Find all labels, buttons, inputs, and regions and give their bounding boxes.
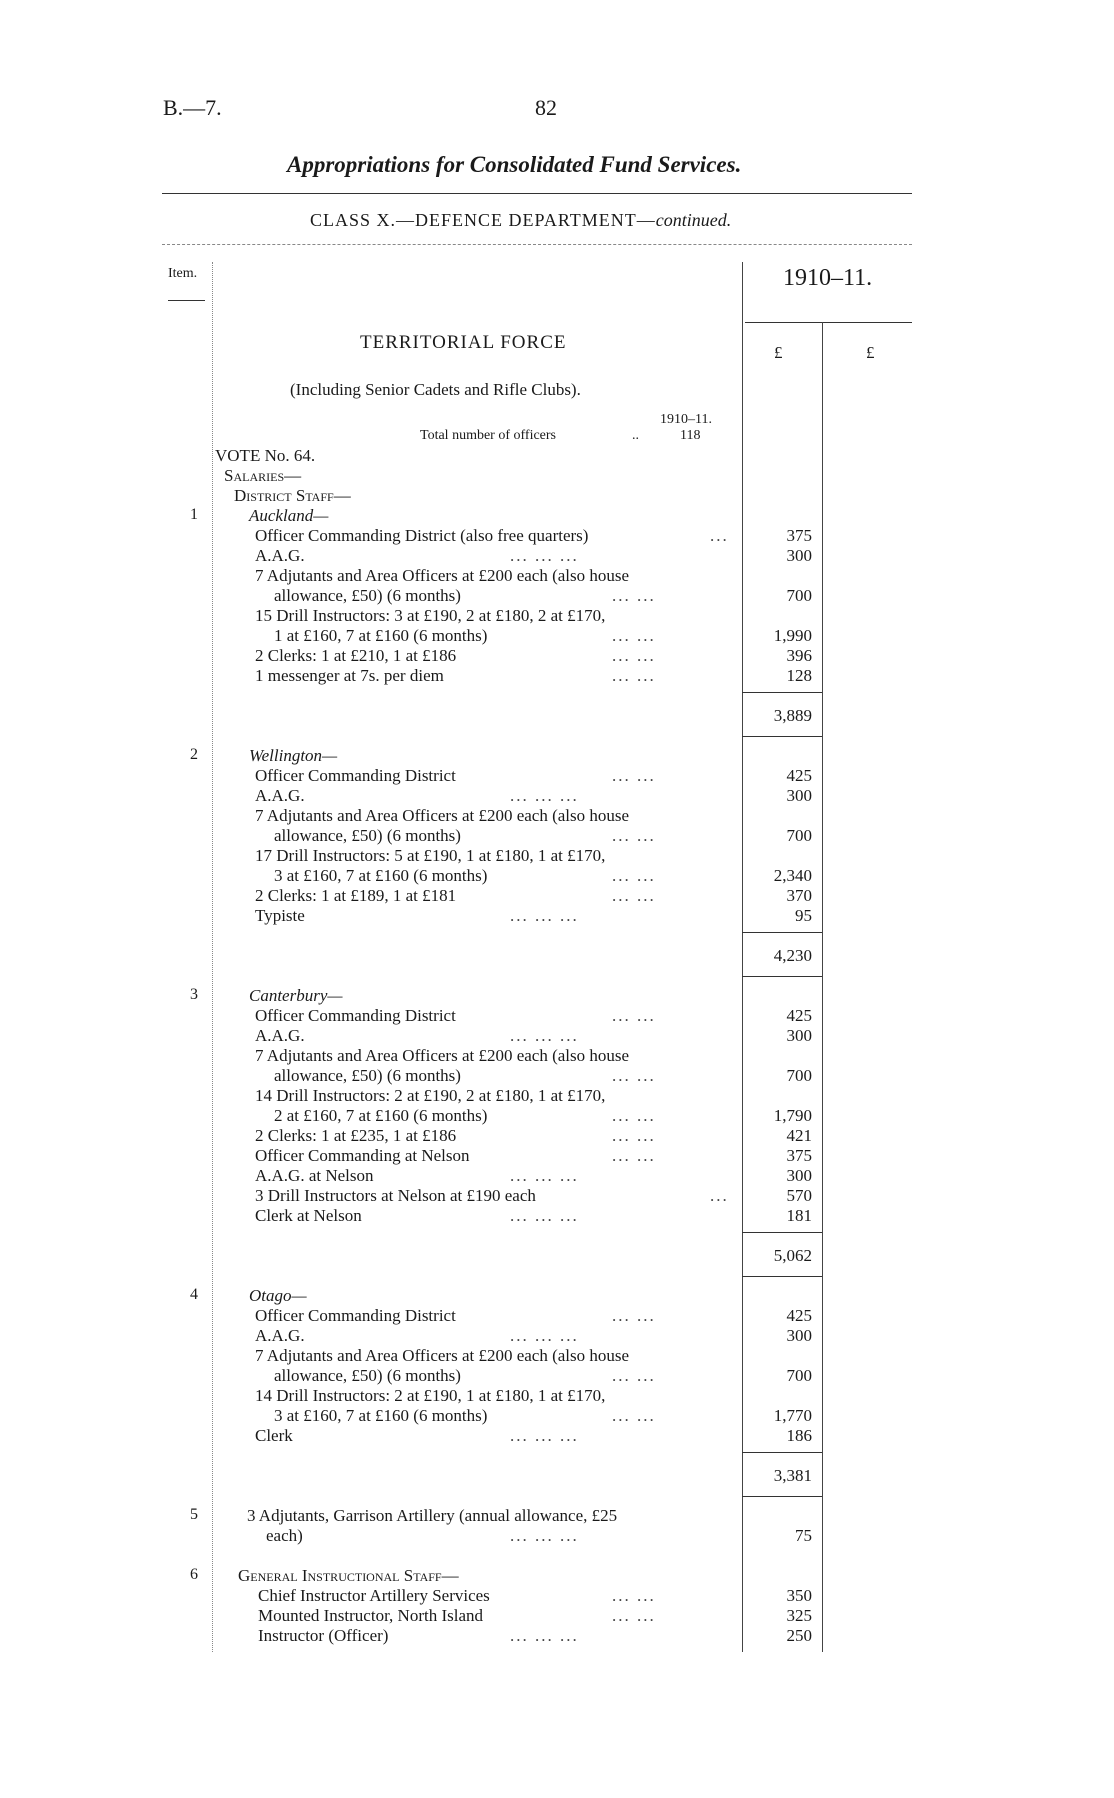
dot-leader: ... ...	[612, 666, 656, 685]
entry-text: Officer Commanding District	[255, 766, 456, 785]
section-title: TERRITORIAL FORCE	[360, 332, 567, 353]
dot-leader: ... ...	[612, 626, 656, 645]
entry-amount: 370	[786, 886, 812, 905]
entry-text: 1 at £160, 7 at £160 (6 months)	[274, 626, 488, 645]
entry-amount: 350	[786, 1586, 812, 1605]
dot-leader: ... ... ...	[510, 1426, 579, 1445]
entry-text: 17 Drill Instructors: 5 at £190, 1 at £180, 1 at £170,	[255, 846, 606, 865]
subtotal-rule	[742, 1496, 822, 1497]
entry-amount: 325	[786, 1606, 812, 1625]
officers-year: 1910–11.	[660, 412, 712, 427]
district-staff-heading: District Staff—	[234, 486, 351, 505]
dot-leader: ... ...	[612, 1126, 656, 1145]
section-heading: General Instructional Staff—	[238, 1566, 459, 1585]
dot-leader: ... ...	[612, 646, 656, 665]
entry-text: 2 Clerks: 1 at £210, 1 at £186	[255, 646, 457, 665]
entry-amount: 425	[786, 766, 812, 785]
dot-leader: ... ...	[612, 1366, 656, 1385]
entry-text: allowance, £50) (6 months)	[274, 1366, 461, 1385]
dot-leader: ... ... ...	[510, 1206, 579, 1225]
dot-leader: ... ... ...	[510, 906, 579, 925]
entry-text: 14 Drill Instructors: 2 at £190, 1 at £180, 1 at £170,	[255, 1386, 606, 1405]
entry-text: Officer Commanding District (also free quarters)	[255, 526, 589, 545]
item-number: 1	[190, 506, 198, 523]
dot-leader: ... ... ...	[510, 546, 579, 565]
district-heading: Auckland—	[249, 506, 329, 525]
entry-amount: 128	[786, 666, 812, 685]
entry-text: Chief Instructor Artillery Services	[258, 1586, 490, 1605]
subtotal-rule	[742, 1232, 822, 1233]
item-number: 6	[190, 1566, 198, 1583]
entry-amount: 300	[786, 1326, 812, 1345]
officers-leader: ..	[632, 428, 639, 443]
entry-amount: 421	[786, 1126, 812, 1145]
entry-text: 3 at £160, 7 at £160 (6 months)	[274, 866, 488, 885]
currency-symbol-1: £	[774, 343, 783, 362]
vote-number: VOTE No. 64.	[215, 446, 316, 465]
entry-text: 3 Drill Instructors at Nelson at £190 each	[255, 1186, 536, 1205]
entry-text: 2 Clerks: 1 at £189, 1 at £181	[255, 886, 457, 905]
entry-amount: 700	[786, 1366, 812, 1385]
dot-leader: ... ...	[612, 1406, 656, 1425]
entry-text: 14 Drill Instructors: 2 at £190, 2 at £180, 1 at £170,	[255, 1086, 606, 1105]
dot-leader: ... ... ...	[510, 1626, 579, 1645]
entry-text: 7 Adjutants and Area Officers at £200 each (also house	[255, 566, 630, 585]
entry-amount: 700	[786, 586, 812, 605]
dot-leader: ... ... ...	[510, 786, 579, 805]
dot-leader: ...	[710, 526, 729, 545]
entry-text: Officer Commanding District	[255, 1306, 456, 1325]
entry-text: 7 Adjutants and Area Officers at £200 each (also house	[255, 806, 630, 825]
district-heading: Canterbury—	[249, 986, 343, 1005]
entry-text: 7 Adjutants and Area Officers at £200 each (also house	[255, 1346, 630, 1365]
entry-text: A.A.G. at Nelson	[255, 1166, 374, 1185]
dot-leader: ... ...	[612, 826, 656, 845]
dot-leader: ... ...	[612, 586, 656, 605]
entry-amount: 700	[786, 826, 812, 845]
subtotal-rule	[742, 1276, 822, 1277]
dot-leader: ... ...	[612, 1106, 656, 1125]
entry-amount: 300	[786, 546, 812, 565]
entry-amount: 570	[786, 1186, 812, 1205]
entry-amount: 1,790	[773, 1106, 812, 1125]
class-heading: CLASS X.—DEFENCE DEPARTMENT—continued.	[310, 210, 732, 230]
entry-text: 2 at £160, 7 at £160 (6 months)	[274, 1106, 488, 1125]
item-number: 2	[190, 746, 198, 763]
entry-text: Officer Commanding at Nelson	[255, 1146, 470, 1165]
entry-amount: 300	[786, 1166, 812, 1185]
entry-text: A.A.G.	[255, 1026, 305, 1045]
officers-label: Total number of officers	[420, 428, 556, 443]
entry-text: Mounted Instructor, North Island	[258, 1606, 484, 1625]
dot-leader: ... ...	[612, 866, 656, 885]
item-column-header: Item.	[168, 266, 198, 281]
entry-amount: 75	[795, 1526, 812, 1545]
dot-leader: ... ...	[612, 1606, 656, 1625]
entry-text: 3 at £160, 7 at £160 (6 months)	[274, 1406, 488, 1425]
entry-amount: 300	[786, 1026, 812, 1045]
page-number: 82	[535, 95, 557, 120]
item-number: 3	[190, 986, 198, 1003]
entry-amount: 375	[786, 526, 812, 545]
page-reference: B.—7.	[163, 95, 222, 120]
entry-text: 15 Drill Instructors: 3 at £190, 2 at £180, 2 at £170,	[255, 606, 606, 625]
entry-text: each)	[266, 1526, 303, 1545]
entry-text: A.A.G.	[255, 546, 305, 565]
entry-text: 1 messenger at 7s. per diem	[255, 666, 444, 685]
page-title: Appropriations for Consolidated Fund Services.	[287, 152, 742, 177]
officers-count: 118	[680, 428, 701, 443]
entry-amount: 95	[795, 906, 812, 925]
item-column-rule	[212, 262, 213, 1652]
entry-text: Clerk at Nelson	[255, 1206, 362, 1225]
dot-leader: ... ... ...	[510, 1526, 579, 1545]
dot-leader: ... ... ...	[510, 1166, 579, 1185]
subtotal-amount: 4,230	[773, 946, 812, 965]
entry-amount: 181	[786, 1206, 812, 1225]
entry-text: A.A.G.	[255, 786, 305, 805]
entry-amount: 425	[786, 1306, 812, 1325]
item-number: 5	[190, 1506, 198, 1523]
dot-leader: ... ... ...	[510, 1326, 579, 1345]
entry-text: 2 Clerks: 1 at £235, 1 at £186	[255, 1126, 457, 1145]
dot-leader: ...	[710, 1186, 729, 1205]
section-subtitle: (Including Senior Cadets and Rifle Clubs).	[290, 380, 581, 399]
total-column-rule	[822, 322, 823, 1652]
district-heading: Otago—	[249, 1286, 307, 1305]
subtotal-rule	[742, 976, 822, 977]
entry-text: Officer Commanding District	[255, 1006, 456, 1025]
dot-leader: ... ...	[612, 886, 656, 905]
item-number: 4	[190, 1286, 198, 1303]
entry-amount: 186	[786, 1426, 812, 1445]
dot-leader: ... ...	[612, 1306, 656, 1325]
subtotal-rule	[742, 932, 822, 933]
entry-text: Clerk	[255, 1426, 293, 1445]
header-rule	[162, 244, 912, 245]
district-heading: Wellington—	[249, 746, 338, 765]
dot-leader: ... ... ...	[510, 1026, 579, 1045]
subtotal-amount: 5,062	[773, 1246, 812, 1265]
dot-leader: ... ...	[612, 1146, 656, 1165]
entry-text: allowance, £50) (6 months)	[274, 1066, 461, 1085]
entry-text: A.A.G.	[255, 1326, 305, 1345]
dot-leader: ... ...	[612, 766, 656, 785]
entry-amount: 2,340	[773, 866, 812, 885]
entry-text: 3 Adjutants, Garrison Artillery (annual allowance, £25	[247, 1506, 618, 1525]
entry-amount: 396	[786, 646, 812, 665]
entry-amount: 1,770	[773, 1406, 812, 1425]
entry-amount: 1,990	[773, 626, 812, 645]
salaries-heading: Salaries—	[224, 466, 302, 485]
subtotal-amount: 3,381	[773, 1466, 812, 1485]
entry-text: 7 Adjutants and Area Officers at £200 each (also house	[255, 1046, 630, 1065]
entry-amount: 300	[786, 786, 812, 805]
dot-leader: ... ...	[612, 1066, 656, 1085]
entry-text: Instructor (Officer)	[258, 1626, 389, 1645]
item-header-rule	[168, 300, 205, 301]
currency-symbol-2: £	[866, 343, 875, 362]
entry-text: Typiste	[255, 906, 305, 925]
entry-amount: 375	[786, 1146, 812, 1165]
dot-leader: ... ...	[612, 1586, 656, 1605]
subtotal-rule	[742, 1452, 822, 1453]
entry-amount: 425	[786, 1006, 812, 1025]
subtotal-rule	[742, 736, 822, 737]
subtotal-rule	[742, 692, 822, 693]
entry-amount: 250	[786, 1626, 812, 1645]
entry-text: allowance, £50) (6 months)	[274, 586, 461, 605]
title-rule	[162, 193, 912, 194]
subtotal-amount: 3,889	[773, 706, 812, 725]
year-column-header: 1910–11.	[783, 265, 873, 291]
entry-text: allowance, £50) (6 months)	[274, 826, 461, 845]
year-header-rule	[745, 322, 912, 323]
dot-leader: ... ...	[612, 1006, 656, 1025]
entry-amount: 700	[786, 1066, 812, 1085]
